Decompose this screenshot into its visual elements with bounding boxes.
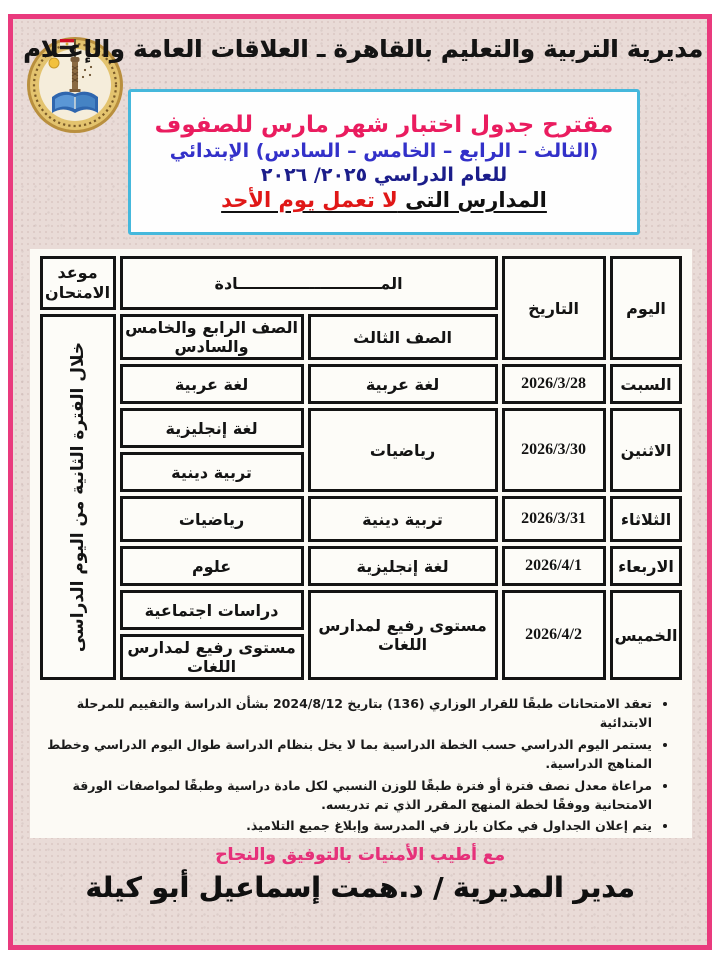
note-item: • يتم إعلان الجداول في مكان بارز في المدرسة وإبلاغ جميع التلاميذ.: [40, 816, 652, 835]
day-monday: الاثنين: [610, 408, 683, 492]
title-line-proposal: مقترح جدول اختبار شهر مارس للصفوف: [154, 112, 614, 138]
subject-g456-saturday: لغة عربية: [120, 364, 304, 404]
header-exam-time: موعد الامتحان: [40, 256, 116, 310]
exam-time-note-cell: [40, 314, 116, 680]
director-signature: مدير المديرية / د.همت إسماعيل أبو كيلة: [85, 871, 635, 904]
header-date: التاريخ: [502, 256, 606, 360]
note-item: • تعقد الامتحانات طبقًا للقرار الوزاري (136) بتاريخ 2024/8/12 بشأن الدراسة والتقييم للمرحلة الابتدائية: [40, 694, 652, 733]
date-thursday: 2026/4/2: [502, 590, 606, 680]
page-title: مديرية التربية والتعليم بالقاهرة ـ العلاقات العامة والإعـلام: [23, 35, 703, 63]
wishes-line: مع أطيب الأمنيات بالتوفيق والنجاح: [215, 845, 505, 865]
day-saturday: السبت: [610, 364, 683, 404]
header-day: اليوم: [610, 256, 683, 360]
date-monday: 2026/3/30: [502, 408, 606, 492]
day-wednesday: الاربعاء: [610, 546, 683, 586]
subject-g456-monday-1: لغة إنجليزية: [120, 408, 304, 448]
exam-time-note: خلال الفترة الثانية من اليوم الدراسى: [67, 341, 88, 653]
scan-area: [30, 249, 692, 838]
subject-g3-thursday: مستوى رفيع لمدارس اللغات: [308, 590, 498, 680]
subject-g3-tuesday: تربية دينية: [308, 496, 498, 542]
exam-schedule-table: [36, 252, 687, 684]
day-thursday: الخميس: [610, 590, 683, 680]
subject-g3-monday: رياضيات: [308, 408, 498, 492]
subject-g456-thursday-2: مستوى رفيع لمدارس اللغات: [120, 634, 304, 680]
title-box: [128, 89, 640, 235]
date-saturday: 2026/3/28: [502, 364, 606, 404]
document-frame: [8, 14, 712, 950]
header-grades456: الصف الرابع والخامس والسادس: [120, 314, 304, 360]
subject-g3-saturday: لغة عربية: [308, 364, 498, 404]
subject-g456-thursday-1: دراسات اجتماعية: [120, 590, 304, 630]
note-item: • مراعاة معدل نصف فترة أو فترة طبقًا للوزن النسبي لكل مادة دراسية وطبقًا لمواصفات الورقة الامتحانية ووفقًا لخطة المنهج المقرر الذي تم تدريسه.: [40, 776, 652, 815]
notes-list: [40, 694, 666, 836]
subject-g456-wednesday: علوم: [120, 546, 304, 586]
date-wednesday: 2026/4/1: [502, 546, 606, 586]
title-line-school-year: للعام الدراسي ٢٠٢٥/ ٢٠٢٦: [260, 164, 508, 186]
sunday-note-black: المدارس التى: [397, 188, 547, 212]
subject-g3-wednesday: لغة إنجليزية: [308, 546, 498, 586]
subject-g456-tuesday: رياضيات: [120, 496, 304, 542]
subject-g456-monday-2: تربية دينية: [120, 452, 304, 492]
header-grade3: الصف الثالث: [308, 314, 498, 360]
title-line-grades: (الثالث – الرابع – الخامس – السادس) الإبتدائي: [169, 140, 599, 162]
date-tuesday: 2026/3/31: [502, 496, 606, 542]
sunday-note-red: لا تعمل يوم الأحد: [221, 188, 398, 212]
header-subject: المــــــــــــــــــــــــــادة: [120, 256, 498, 310]
title-line-sunday-note: [221, 188, 547, 212]
note-item: • يستمر اليوم الدراسي حسب الخطة الدراسية بما لا يخل بنظام الدراسة طوال اليوم الدراسي وخطط المناهج الدراسية.: [40, 735, 652, 774]
day-tuesday: الثلاثاء: [610, 496, 683, 542]
